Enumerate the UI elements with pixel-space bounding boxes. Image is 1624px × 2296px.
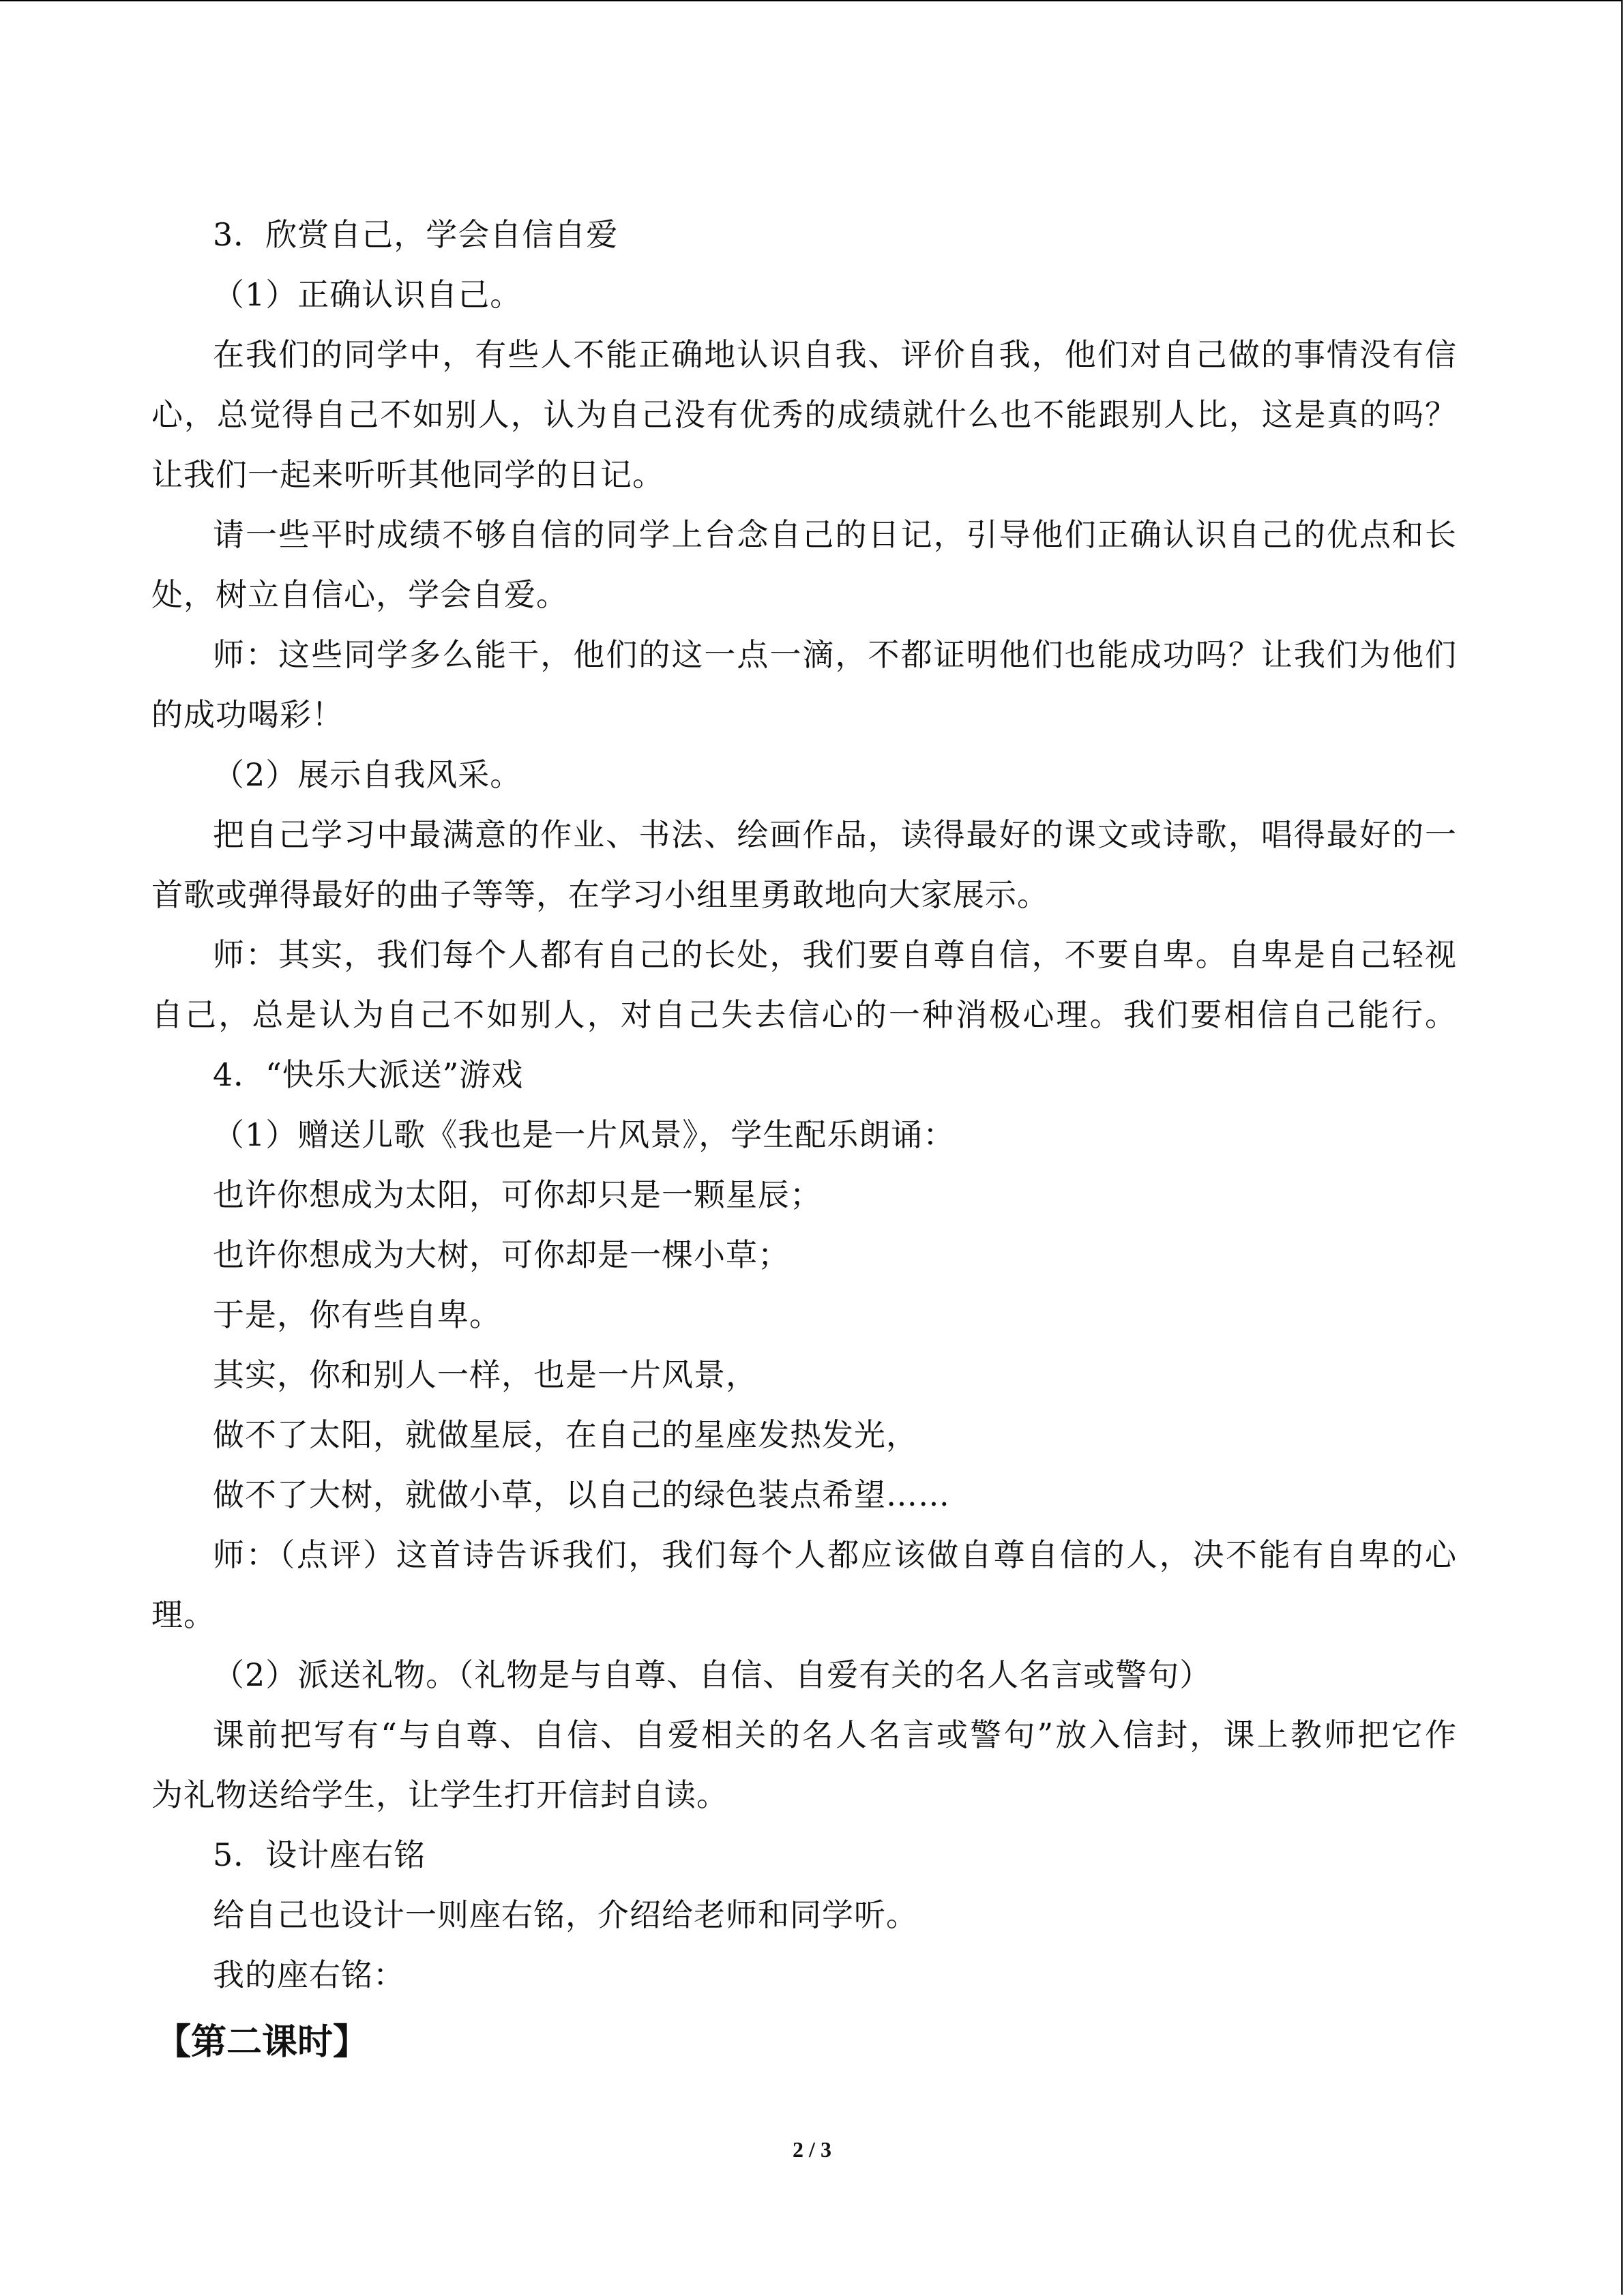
paragraph-line: 让我们一起来听听其他同学的日记。 [151, 456, 664, 493]
paragraph-line: 把自己学习中最满意的作业、书法、绘画作品，读得最好的课文或诗歌，唱得最好的一 [213, 816, 1457, 853]
paragraph-line: 我的座右铭： [213, 1956, 405, 1993]
paragraph-line: 师：这些同学多么能干，他们的这一点一滴，不都证明他们也能成功吗？让我们为他们 [213, 636, 1457, 673]
section-4-subheading-2: （2）派送礼物。（礼物是与自尊、自信、自爱有关的名人名言或警句） [213, 1656, 1212, 1693]
section-3-subheading-1: （1）正确认识自己。 [213, 276, 522, 313]
paragraph-line: 给自己也设计一则座右铭，介绍给老师和同学听。 [213, 1896, 918, 1933]
section-4-title: 4．“快乐大派送”游戏 [213, 1056, 524, 1093]
section-4-subheading-1: （1）赠送儿歌《我也是一片风景》，学生配乐朗诵： [213, 1116, 956, 1153]
paragraph-line: 为礼物送给学生，让学生打开信封自读。 [151, 1776, 728, 1813]
poem-line: 做不了太阳，就做星辰，在自己的星座发热发光， [213, 1416, 918, 1453]
paragraph-line: 自己，总是认为自己不如别人，对自己失去信心的一种消极心理。我们要相信自己能行。 [151, 996, 1457, 1033]
lesson-heading: 【第二课时】 [156, 2021, 369, 2063]
paragraph-line: 课前把写有“与自尊、自信、自爱相关的名人名言或警句”放入信封，课上教师把它作 [213, 1716, 1457, 1753]
poem-line: 做不了大树，就做小草，以自己的绿色装点希望…… [213, 1476, 950, 1513]
paragraph-line: 师：（点评）这首诗告诉我们，我们每个人都应该做自尊自信的人，决不能有自卑的心 [213, 1536, 1457, 1573]
paragraph-line: 师：其实，我们每个人都有自己的长处，我们要自尊自信，不要自卑。自卑是自己轻视 [213, 936, 1457, 973]
paragraph-line: 在我们的同学中，有些人不能正确地认识自我、评价自我，他们对自己做的事情没有信 [213, 336, 1457, 373]
paragraph-line: 心，总觉得自己不如别人，认为自己没有优秀的成绩就什么也不能跟别人比，这是真的吗？ [151, 396, 1457, 433]
page-number: 2 / 3 [793, 2137, 831, 2162]
paragraph-line: 处，树立自信心，学会自爱。 [151, 576, 568, 613]
paragraph-line: 请一些平时成绩不够自信的同学上台念自己的日记，引导他们正确认识自己的优点和长 [213, 516, 1457, 553]
section-5-title: 5．设计座右铭 [213, 1836, 426, 1873]
paragraph-line: 首歌或弹得最好的曲子等等，在学习小组里勇敢地向大家展示。 [151, 876, 1049, 913]
poem-line: 也许你想成为大树，可你却是一棵小草； [213, 1236, 790, 1273]
paragraph-line: 的成功喝彩！ [151, 696, 344, 733]
poem-line: 也许你想成为太阳，可你却只是一颗星辰； [213, 1176, 822, 1213]
section-3-subheading-2: （2）展示自我风采。 [213, 756, 522, 793]
poem-line: 于是，你有些自卑。 [213, 1296, 501, 1333]
section-3-title: 3．欣赏自己，学会自信自爱 [213, 216, 619, 253]
paragraph-line: 理。 [151, 1596, 216, 1633]
poem-line: 其实，你和别人一样，也是一片风景， [213, 1356, 758, 1393]
